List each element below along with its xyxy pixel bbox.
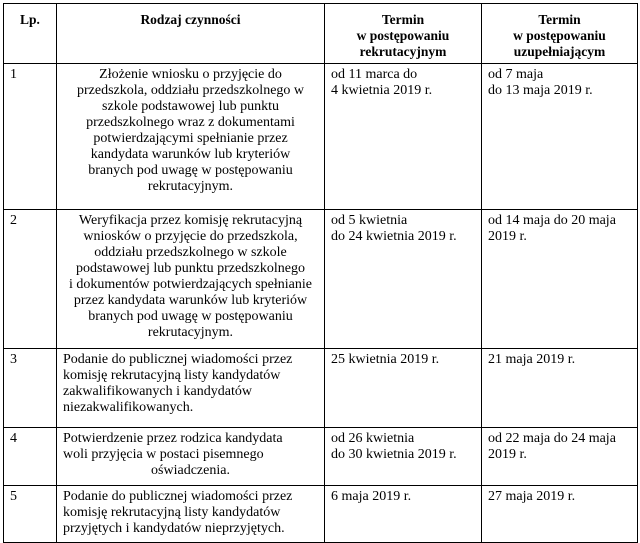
activity-line: wniosków o przyjęcie do przedszkola, (83, 229, 298, 244)
activity-cell (57, 210, 325, 349)
recruitment-schedule-table (3, 3, 638, 543)
row-number: 4 (4, 428, 57, 486)
table-row (4, 210, 638, 349)
table-row (4, 428, 638, 486)
recruitment-term-cell (325, 486, 482, 543)
activity-line: przez kandydata warunków lub kryteriów (73, 293, 308, 308)
header-supplementary-term (482, 4, 638, 64)
supplementary-term-cell (482, 64, 638, 210)
activity-line: i dokumentów potwierdzających spełnianie (69, 277, 312, 292)
date-line: do 30 kwietnia 2019 r. (331, 447, 457, 462)
date-line: od 5 kwietnia (331, 213, 408, 228)
activity-line: komisję rekrutacyjną listy kandydatów (63, 368, 281, 383)
header-recruitment-line: rekrutacyjnym (359, 44, 447, 59)
header-lp: Lp. (4, 4, 57, 64)
activity-line: szkole podstawowej lub punktu (102, 99, 279, 114)
header-activity: Rodzaj czynności (57, 4, 325, 64)
recruitment-term-cell (325, 349, 482, 428)
activity-line: przedszkola, oddziału przedszkolnego w (76, 83, 305, 98)
header-recruitment-line: Termin (381, 12, 425, 27)
date-line: 25 kwietnia 2019 r. (331, 352, 440, 367)
header-supplementary-line: uzupełniającym (513, 44, 606, 59)
activity-cell (57, 486, 325, 543)
date-line: od 14 maja do 20 maja (488, 213, 616, 228)
date-line: do 24 kwietnia 2019 r. (331, 229, 457, 244)
table-header-row (4, 4, 638, 64)
activity-line: woli przyjęcia w postaci pisemnego (63, 447, 264, 462)
date-line: 4 kwietnia 2019 r. (331, 83, 433, 98)
header-recruitment-term (325, 4, 482, 64)
activity-line: potwierdzającymi spełnianie przez (93, 131, 288, 146)
activity-cell (57, 349, 325, 428)
activity-line: rekrutacyjnym. (147, 179, 234, 194)
supplementary-term-cell (482, 349, 638, 428)
date-line: do 13 maja 2019 r. (488, 83, 593, 98)
date-line: od 26 kwietnia (331, 431, 415, 446)
activity-line: rekrutacyjnym. (147, 325, 234, 340)
header-recruitment-line: w postępowaniu (356, 28, 450, 43)
recruitment-term-cell (325, 428, 482, 486)
activity-line: Weryfikacja przez komisję rekrutacyjną (78, 213, 303, 228)
recruitment-term-cell (325, 64, 482, 210)
date-line: 6 maja 2019 r. (331, 489, 412, 504)
date-line: 27 maja 2019 r. (488, 489, 576, 504)
activity-line: niezakwalifikowanych. (63, 400, 194, 415)
row-number: 5 (4, 486, 57, 543)
row-number: 2 (4, 210, 57, 349)
supplementary-term-cell (482, 210, 638, 349)
date-line: 2019 r. (488, 447, 527, 462)
activity-line: komisję rekrutacyjną listy kandydatów (63, 505, 281, 520)
supplementary-term-cell (482, 486, 638, 543)
activity-cell (57, 428, 325, 486)
activity-line: przyjętych i kandydatów nieprzyjętych. (63, 521, 285, 536)
activity-line: branych pod uwagę w postępowaniu (88, 309, 293, 324)
activity-line: Potwierdzenie przez rodzica kandydata (63, 431, 283, 446)
activity-line: kandydata warunków lub kryteriów (90, 147, 291, 162)
row-number: 3 (4, 349, 57, 428)
date-line: 21 maja 2019 r. (488, 352, 576, 367)
table-row (4, 64, 638, 210)
row-number: 1 (4, 64, 57, 210)
date-line: 2019 r. (488, 229, 527, 244)
activity-line: podstawowej lub punktu przedszkolnego (75, 261, 305, 276)
table-row (4, 349, 638, 428)
recruitment-term-cell (325, 210, 482, 349)
supplementary-term-cell (482, 428, 638, 486)
date-line: od 11 marca do (331, 67, 418, 82)
activity-cell (57, 64, 325, 210)
activity-line: zakwalifikowanych i kandydatów (63, 384, 252, 399)
activity-line: Złożenie wniosku o przyjęcie do (99, 67, 282, 82)
activity-line: oświadczenia. (151, 463, 230, 478)
activity-line: branych pod uwagę w postępowaniu (88, 163, 293, 178)
activity-line: Podanie do publicznej wiadomości przez (63, 489, 293, 504)
date-line: od 22 maja do 24 maja (488, 431, 616, 446)
activity-line: Podanie do publicznej wiadomości przez (63, 352, 293, 367)
activity-line: oddziału przedszkolnego w szkole (94, 245, 287, 260)
activity-line: przedszkolnego wraz z dokumentami (86, 115, 295, 130)
table-row (4, 486, 638, 543)
header-supplementary-line: Termin (538, 12, 581, 27)
date-line: od 7 maja (488, 67, 544, 82)
header-supplementary-line: w postępowaniu (513, 28, 606, 43)
